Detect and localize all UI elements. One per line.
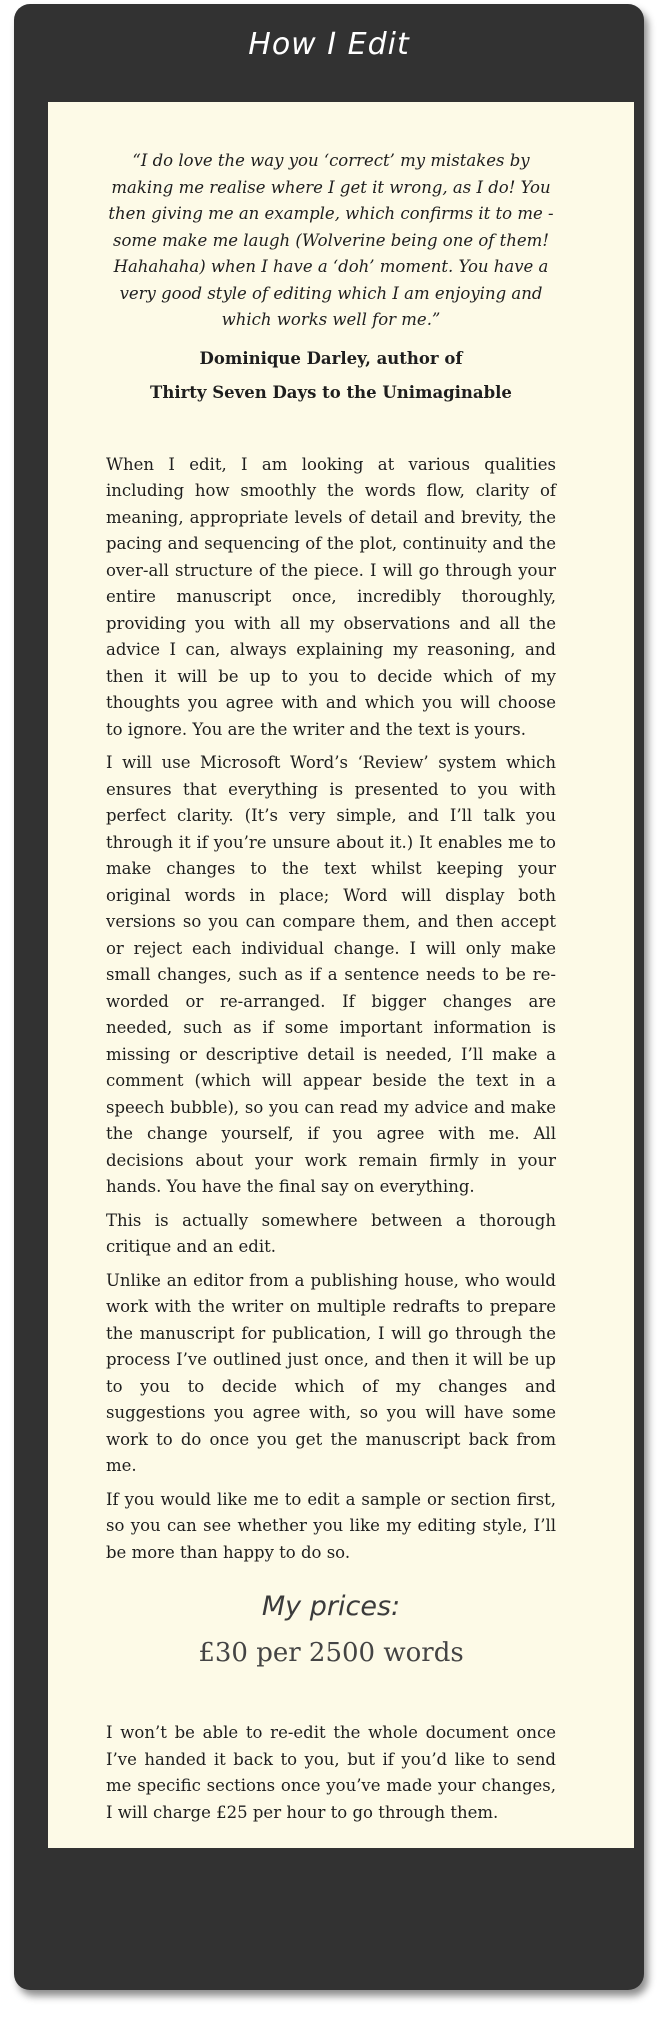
paragraph-editing-qualities: When I edit, I am looking at various qualities including how smoothly the words flow, clarity of meaning, appropriate levels of detail and brevity, the pacing and sequencing of the plot, continuity and the over-all structure of the piece. I will go through your entire manuscript once, incredibly thoroughly, providing you with all my observations and all the advice I can, always explaining my reasoning, and then it will be up to you to decide which of my thoughts you agree with and which you will choose to ignore. You are the writer and the text is yours.	[106, 454, 556, 739]
price-rate: £30 per 2500 words	[198, 1638, 464, 1668]
testimonial-book-title: Thirty Seven Days to the Unimaginable	[150, 382, 512, 402]
paragraph-sample-offer: If you would like me to edit a sample or section first, so you can see whether you like my editing style, I’ll be more than happy to do so.	[106, 1489, 556, 1562]
page-panel	[14, 4, 644, 1990]
prices-heading: My prices:	[261, 1591, 401, 1622]
content-area	[48, 102, 634, 1848]
testimonial-quote: “I do love the way you ‘correct’ my mistakes by making me realise where I get it wrong, as I do! You then giving me an example, which confirms it to me - some make me laugh (Wolverine being one of them! Hahahaha) when I have a ‘doh’ moment. You have a very good style of editing which I am enjoying and which works well for me.”	[108, 151, 554, 329]
body-text	[106, 452, 556, 1567]
testimonial-author: Dominique Darley, author of	[199, 348, 463, 368]
price-note: I won’t be able to re-edit the whole document once I’ve handed it back to you, but if you’d like to send me specific sections once you’ve made your changes, I will charge £25 per hour to go through them.	[106, 1723, 556, 1822]
paragraph-review-system: I will use Microsoft Word’s ‘Review’ system which ensures that everything is presented to you with perfect clarity. (It’s very simple, and I’ll talk you through it if you’re unsure about it.) It enables me to make changes to the text whilst keeping your original words in place; Word will display both versions so you can compare them, and then accept or reject each individual change. I will only make small changes, such as if a sentence needs to be re-worded or re-arranged. If bigger changes are needed, such as if some important information is missing or descriptive detail is needed, I’ll make a comment (which will appear beside the text in a speech bubble), so you can read my advice and make the change yourself, if you agree with me. All decisions about your work remain firmly in your hands. You have the final say on everything.	[106, 753, 556, 1196]
panel-title: How I Edit	[248, 27, 410, 62]
paragraph-critique-edit: This is actually somewhere between a thorough critique and an edit.	[106, 1210, 556, 1256]
paragraph-publishing-house: Unlike an editor from a publishing house, who would work with the writer on multiple redrafts to prepare the manuscript for publication, I will go through the process I’ve outlined just once, and then it will be up to you to decide which of my changes and suggestions you agree with, so you will have some work to do once you get the manuscript back from me.	[106, 1270, 556, 1475]
